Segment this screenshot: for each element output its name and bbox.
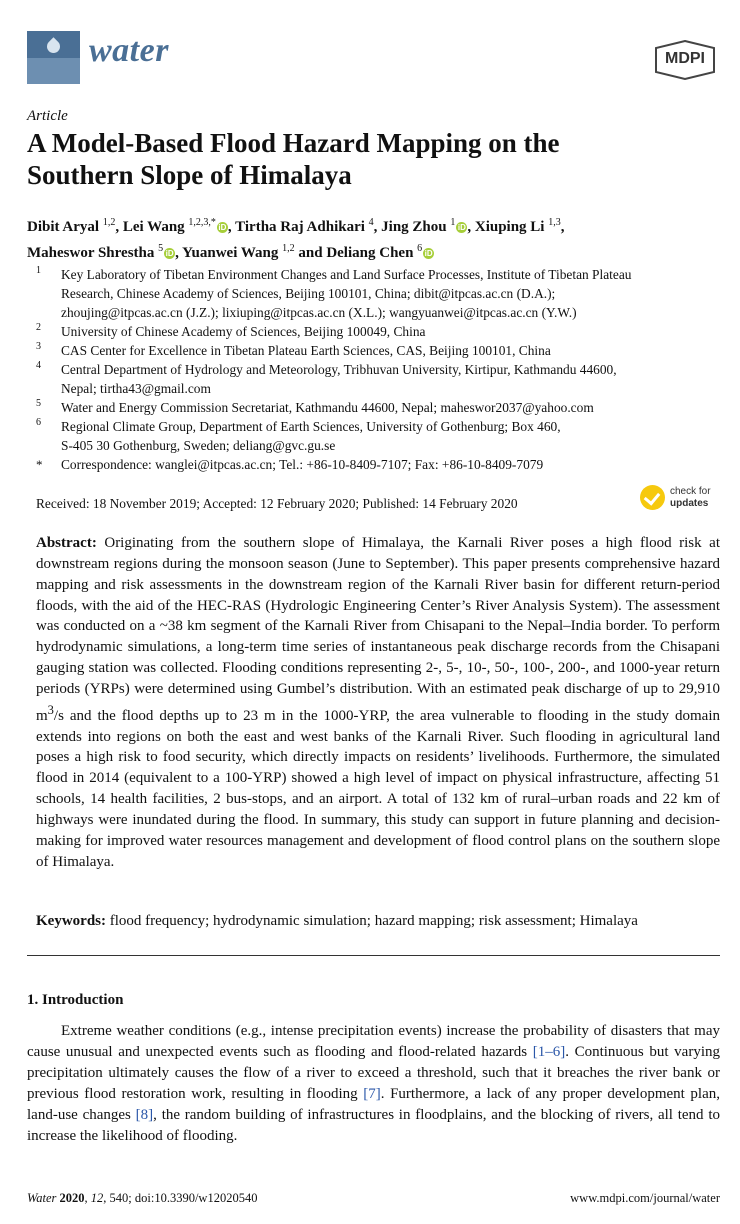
affiliation-line: S-405 30 Gothenburg, Sweden; deliang@gvc.gu.se [61, 438, 336, 453]
author-affil-sup: 5 [158, 243, 164, 254]
affiliation [36, 341, 716, 360]
affiliation-line: Key Laboratory of Tibetan Environment Changes and Land Surface Processes, Institute of Tibetan Plateau [61, 267, 632, 282]
publisher-name: MDPI [665, 50, 705, 67]
affiliation [36, 322, 716, 341]
author-name[interactable]: Lei Wang [122, 219, 185, 235]
affiliation-number: 3 [36, 341, 41, 352]
abstract-text: /s and the flood depths up to 23 m in the 1000-YRP, the area vulnerable to flooding in the study domain extends into regions on both the east and west banks of the Karnali River. Such flooding in agricultural land poses a high risk to food security, which directly impacts on residents’ livelihoods. Furthermore, the simulated flood in 2014 (equivalent to a 100-YRP) showed a high level of impact on physical infrastructure, affecting 51 schools, 14 health facilities, 2 bus-stops, and an airport. A total of 132 km of rural–urban roads and 22 km of highways were inundated during the flood. In summary, this study can support in future planning and decision-making for improved water resources management and development of flood control plans on the southern slope of Himalaya. [36, 707, 720, 870]
intro-text: . Continuous but varying precipitation ultimately causes the flow of a river to exceed a threshold, such that it breaches the river bank or previous flood restoration work, resulting in flooding [27, 1044, 720, 1103]
footer-url[interactable]: www.mdpi.com/journal/water [570, 1191, 720, 1205]
author-list: Dibit Aryal $^{1,2}$, Lei Wang $^{1,2,3,*}$ iD , Tirtha Raj Adhikari $^4$, Jing Zhou $^1$ iD , Xiuping Li $^{1,3}$, Maheswor Shrestha $^5$ iD , Yuanwei Wang $^{1,2}$ and Deliang Chen $^6$ iD [27, 217, 565, 261]
author-affil-sup: 1,2 [102, 217, 116, 228]
affiliation [36, 265, 716, 322]
checkmark-icon [640, 485, 665, 510]
affiliation-number: 1 [36, 265, 41, 276]
affiliations [36, 265, 716, 474]
affiliation [36, 398, 716, 417]
author-name[interactable]: Yuanwei Wang [182, 245, 279, 261]
intro-text: , the random building of infrastructures in floodplains, and the blocking of rivers, all tend to increase the likelihood of flooding. [27, 1107, 720, 1145]
footer-journal: Water [27, 1191, 57, 1205]
keywords-text: flood frequency; hydrodynamic simulation; hazard mapping; risk assessment; Himalaya [109, 913, 638, 929]
check-for-updates-badge[interactable] [640, 485, 720, 515]
footer-year: 2020 [59, 1191, 85, 1205]
intro-text: Extreme weather conditions (e.g., intense precipitation events) increase the probability of disasters that may cause unusual and unexpected events such as flooding and flood-related hazards [27, 1023, 720, 1061]
section-divider [27, 955, 720, 956]
affiliation-line: Central Department of Hydrology and Meteorology, Tribhuvan University, Kirtipur, Kathmandu 44600, [61, 362, 617, 377]
publication-dates: Received: 18 November 2019; Accepted: 12 February 2020; Published: 14 February 2020 [36, 496, 518, 511]
affiliation-line: Regional Climate Group, Department of Earth Sciences, University of Gothenburg; Box 460, [61, 419, 561, 434]
footer-volume: 12 [90, 1191, 104, 1205]
intro-paragraph [27, 1021, 720, 1148]
affiliation [36, 360, 716, 398]
orcid-icon[interactable]: iD [165, 249, 174, 258]
affiliation-line: Nepal; tirtha43@gmail.com [61, 381, 211, 396]
author-affil-sup: 1 [450, 217, 456, 228]
footer-citation: Water 2020, 12, 540; doi:10.3390/w12020540 [27, 1191, 258, 1205]
author-name[interactable]: Dibit Aryal [27, 219, 100, 235]
mdpi-logo-icon [654, 40, 716, 80]
citation-link[interactable]: [1–6] [532, 1044, 566, 1061]
affiliation-number: 6 [36, 417, 41, 428]
author-name[interactable]: Jing Zhou [381, 219, 447, 235]
abstract-sup: 3 [47, 702, 54, 717]
journal-name: water [89, 32, 169, 69]
affiliation-line: zhoujing@itpcas.ac.cn (J.Z.); lixiuping@itpcas.ac.cn (X.L.); wangyuanwei@itpcas.ac.cn (Y.W.) [61, 305, 577, 320]
abstract [36, 533, 720, 873]
title-line: A Model-Based Flood Hazard Mapping on the [27, 128, 560, 158]
affiliation-number: 4 [36, 360, 41, 371]
article-type: Article [27, 108, 68, 124]
paper-title [27, 127, 717, 191]
abstract-label: Abstract: [36, 535, 97, 551]
section-heading: 1. Introduction [27, 992, 124, 1008]
author-name[interactable]: Deliang Chen [326, 245, 414, 261]
author-affil-sup: 1,3 [548, 217, 561, 228]
keywords-label: Keywords: [36, 913, 106, 929]
affiliation-line: CAS Center for Excellence in Tibetan Plateau Earth Sciences, CAS, Beijing 100101, China [61, 343, 551, 358]
affiliation [36, 417, 716, 455]
author-affil-sup: 1,2,3,* [188, 217, 216, 228]
footer-doi: , 540; doi:10.3390/w12020540 [103, 1191, 258, 1205]
intro-text: . Furthermore, a lack of any proper development plan, land-use changes [27, 1086, 720, 1124]
title-line: Southern Slope of Himalaya [27, 160, 352, 190]
affiliation-line: Research, Chinese Academy of Sciences, Beijing 100101, China; dibit@itpcas.ac.cn (D.A.); [61, 286, 556, 301]
affiliation-line: Water and Energy Commission Secretariat, Kathmandu 44600, Nepal; maheswor2037@yahoo.com [61, 400, 594, 415]
correspondence [36, 455, 716, 474]
keywords [36, 911, 720, 931]
correspondence-line: Correspondence: wanglei@itpcas.ac.cn; Tel.: +86-10-8409-7107; Fax: +86-10-8409-7079 [61, 457, 544, 472]
check-for-label: check for [670, 486, 711, 497]
author-name[interactable]: Maheswor Shrestha [27, 245, 155, 261]
affiliation-number: 2 [36, 322, 41, 333]
author-affil-sup: 4 [368, 217, 374, 228]
updates-label: updates [670, 498, 709, 509]
abstract-text: Originating from the southern slope of Himalaya, the Karnali River poses a high flood risk at downstream regions during the monsoon season (June to September). This paper presents comprehensive hazard mapping and risk assessments in the downstream region of the Karnali River basin for different return-period floods, with the aid of the HEC-RAS (Hydrologic Engineering Center’s River Analysis System). The assessment was conducted on a ~38 km segment of the Karnali River from Chisapani to the Nepal–India border. To perform hydrodynamic simulations, a long-term time series of instantaneous peak discharge records from the Chisapani gauging station was collected. Flooding conditions representing 2-, 5-, 10-, 50-, 100-, 200-, and 1000-year return periods (YRPs) were determined using Gumbel’s distribution. With an estimated peak discharge of up to 29,910 m [36, 535, 720, 724]
journal-logo-icon [27, 31, 80, 84]
citation-link[interactable]: [8] [135, 1107, 154, 1124]
orcid-icon[interactable]: iD [424, 249, 433, 258]
author-affil-sup: 6 [417, 243, 423, 254]
author-name[interactable]: Xiuping Li [474, 219, 545, 235]
correspondence-mark: * [36, 457, 43, 472]
orcid-icon[interactable]: iD [457, 223, 466, 232]
citation-link[interactable]: [7] [363, 1086, 381, 1103]
orcid-icon[interactable]: iD [218, 223, 227, 232]
affiliation-number: 5 [36, 398, 41, 409]
author-affil-sup: 1,2 [282, 243, 295, 254]
author-name[interactable]: Tirtha Raj Adhikari [235, 219, 365, 235]
affiliation-line: University of Chinese Academy of Sciences, Beijing 100049, China [61, 324, 426, 339]
